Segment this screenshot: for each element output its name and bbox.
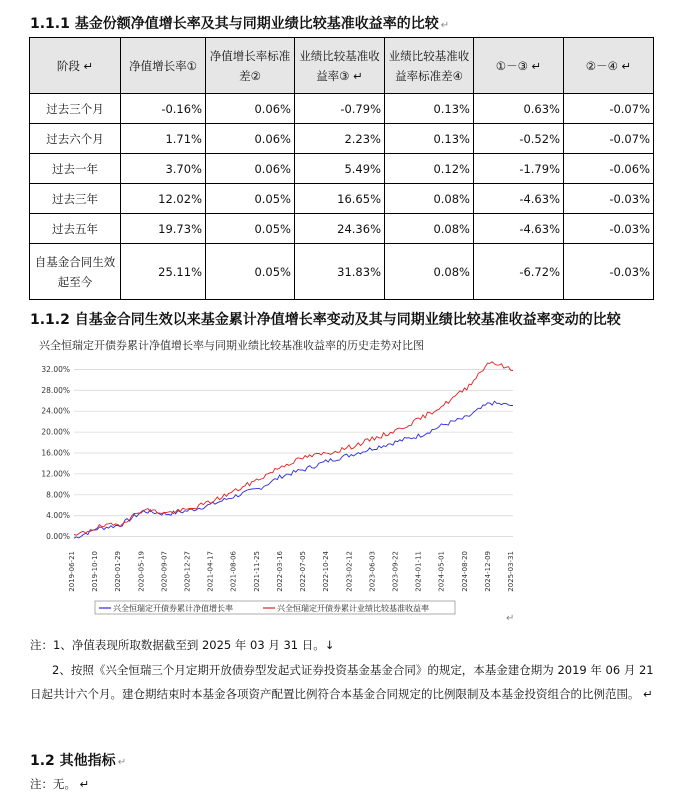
table-cell: 31.83% bbox=[295, 244, 385, 300]
legend-benchmark-label: 兴全恒瑞定开债券累计业绩比较基准收益率 bbox=[277, 604, 429, 613]
header-benchmark-return: 业绩比较基准收益率③ ↵ bbox=[295, 38, 385, 94]
table-cell: -0.07% bbox=[564, 124, 654, 154]
header-nav-growth: 净值增长率① bbox=[121, 38, 206, 94]
header-nav-growth-std: 净值增长率标准差② bbox=[206, 38, 295, 94]
note-1: 注：1、净值表现所取数据截至到 2025 年 03 月 31 日。↓ bbox=[30, 638, 335, 652]
table-row bbox=[30, 154, 654, 184]
table-cell: -0.52% bbox=[474, 124, 564, 154]
section-title-1-1-1 bbox=[30, 15, 449, 35]
table-cell: 5.49% bbox=[295, 154, 385, 184]
header-diff-1-3: ①－③ ↵ bbox=[474, 38, 564, 94]
table-cell: -0.16% bbox=[121, 94, 206, 124]
x-tick-label: 2024-12-09 bbox=[483, 551, 492, 592]
table-cell: -0.03% bbox=[564, 214, 654, 244]
y-tick-label: 0.00% bbox=[46, 532, 70, 542]
x-tick-label: 2024-01-11 bbox=[414, 551, 423, 592]
table-cell: -0.06% bbox=[564, 154, 654, 184]
table-cell: 0.08% bbox=[385, 184, 474, 214]
legend-nav-label: 兴全恒瑞定开债券累计净值增长率 bbox=[113, 604, 233, 613]
chart-title: 兴全恒瑞定开债券累计净值增长率与同期业绩比较基准收益率的历史走势对比图 bbox=[39, 339, 424, 352]
x-tick-label: 2019-10-10 bbox=[91, 551, 100, 592]
table-cell: 0.05% bbox=[206, 214, 295, 244]
y-tick-label: 32.00% bbox=[41, 364, 70, 374]
table-cell: 0.08% bbox=[385, 214, 474, 244]
chart-paragraph-mark: ↵ bbox=[506, 613, 515, 624]
chart-grid bbox=[74, 369, 513, 536]
table-row bbox=[30, 184, 654, 214]
x-tick-label: 2024-08-20 bbox=[460, 551, 469, 592]
table-cell: 0.05% bbox=[206, 184, 295, 214]
table-row bbox=[30, 214, 654, 244]
table-cell: 0.13% bbox=[385, 124, 474, 154]
performance-table bbox=[29, 37, 654, 300]
row-label: 过去一年 bbox=[30, 154, 121, 184]
x-tick-label: 2023-09-22 bbox=[391, 551, 400, 592]
table-cell: 19.73% bbox=[121, 214, 206, 244]
history-chart-svg bbox=[31, 337, 521, 629]
row-label: 自基金合同生效起至今 bbox=[30, 244, 121, 300]
y-tick-label: 16.00% bbox=[41, 448, 70, 458]
section-title-1-1-2 bbox=[30, 311, 621, 329]
section-title-text: 1.1.2 自基金合同生效以来基金累计净值增长率变动及其与同期业绩比较基准收益率变动的比较 bbox=[30, 312, 621, 328]
table-row bbox=[30, 124, 654, 154]
table-cell: 0.06% bbox=[206, 124, 295, 154]
x-tick-label: 2023-02-12 bbox=[345, 551, 354, 592]
nav-growth-series-line bbox=[74, 401, 513, 538]
header-benchmark-std: 业绩比较基准收益率标准差④ bbox=[385, 38, 474, 94]
table-cell: 0.06% bbox=[206, 94, 295, 124]
y-tick-label: 4.00% bbox=[46, 511, 70, 521]
table-cell: -4.63% bbox=[474, 214, 564, 244]
table-cell: 0.13% bbox=[385, 94, 474, 124]
table-cell: 0.63% bbox=[474, 94, 564, 124]
table-cell: 16.65% bbox=[295, 184, 385, 214]
table-cell: 0.06% bbox=[206, 154, 295, 184]
row-label: 过去五年 bbox=[30, 214, 121, 244]
header-diff-2-4: ②－④ ↵ bbox=[564, 38, 654, 94]
x-tick-label: 2022-07-05 bbox=[299, 551, 308, 592]
table-cell: 12.02% bbox=[121, 184, 206, 214]
x-tick-label: 2025-03-31 bbox=[507, 551, 515, 592]
table-cell: 2.23% bbox=[295, 124, 385, 154]
history-chart bbox=[31, 337, 521, 629]
table-cell: 24.36% bbox=[295, 214, 385, 244]
y-tick-label: 28.00% bbox=[41, 385, 70, 395]
paragraph-mark: ↵ bbox=[117, 757, 127, 768]
x-tick-label: 2023-06-03 bbox=[368, 551, 377, 592]
note-2: 2、按照《兴全恒瑞三个月定期开放债券型发起式证券投资基金基金合同》的规定，本基金建仓期为 2019 年 06 月 21 日起共计六个月。建仓期结束时本基金各项资产配置比例符合本基金合同规定的比例限制及本基金投资组合的比例范围。 ↵ bbox=[30, 663, 654, 701]
section-1-2-note: 注：无。 ↵ bbox=[30, 777, 90, 791]
header-period: 阶段 ↵ bbox=[30, 38, 121, 94]
table-cell: -0.03% bbox=[564, 184, 654, 214]
x-tick-label: 2019-06-21 bbox=[68, 551, 76, 592]
y-tick-label: 20.00% bbox=[41, 427, 70, 437]
table-cell: -0.79% bbox=[295, 94, 385, 124]
row-label: 过去三年 bbox=[30, 184, 121, 214]
chart-x-ticks bbox=[68, 550, 515, 591]
row-label: 过去三个月 bbox=[30, 94, 121, 124]
row-label: 过去六个月 bbox=[30, 124, 121, 154]
table-cell: -6.72% bbox=[474, 244, 564, 300]
x-tick-label: 2022-10-24 bbox=[322, 551, 331, 592]
table-row bbox=[30, 94, 654, 124]
x-tick-label: 2024-05-01 bbox=[437, 551, 446, 592]
section-title-text: 1.2 其他指标 bbox=[30, 753, 116, 769]
table-cell: 0.12% bbox=[385, 154, 474, 184]
x-tick-label: 2021-08-06 bbox=[229, 551, 238, 592]
table-cell: -4.63% bbox=[474, 184, 564, 214]
chart-series bbox=[74, 362, 513, 538]
x-tick-label: 2020-12-27 bbox=[183, 551, 192, 592]
table-cell: -0.07% bbox=[564, 94, 654, 124]
table-cell: 0.05% bbox=[206, 244, 295, 300]
paragraph-mark: ↵ bbox=[440, 20, 450, 31]
x-tick-label: 2020-09-07 bbox=[160, 551, 169, 592]
y-tick-label: 8.00% bbox=[46, 490, 70, 500]
table-cell: 25.11% bbox=[121, 244, 206, 300]
table-cell: 1.71% bbox=[121, 124, 206, 154]
y-tick-label: 24.00% bbox=[41, 406, 70, 416]
table-cell: -1.79% bbox=[474, 154, 564, 184]
table-cell: -0.03% bbox=[564, 244, 654, 300]
x-tick-label: 2021-04-17 bbox=[206, 551, 215, 592]
table-cell: 3.70% bbox=[121, 154, 206, 184]
table-cell: 0.08% bbox=[385, 244, 474, 300]
y-tick-label: 12.00% bbox=[41, 469, 70, 479]
chart-y-ticks bbox=[41, 365, 70, 541]
table-header-row bbox=[30, 38, 654, 94]
table-row bbox=[30, 244, 654, 300]
x-tick-label: 2020-01-29 bbox=[114, 551, 123, 592]
section-title-text: 1.1.1 基金份额净值增长率及其与同期业绩比较基准收益率的比较 bbox=[30, 16, 439, 32]
benchmark-series-line bbox=[74, 362, 513, 535]
x-tick-label: 2021-11-25 bbox=[252, 551, 261, 592]
x-tick-label: 2020-05-19 bbox=[137, 551, 146, 592]
section-title-1-2 bbox=[30, 752, 126, 772]
x-tick-label: 2022-03-16 bbox=[275, 551, 284, 592]
